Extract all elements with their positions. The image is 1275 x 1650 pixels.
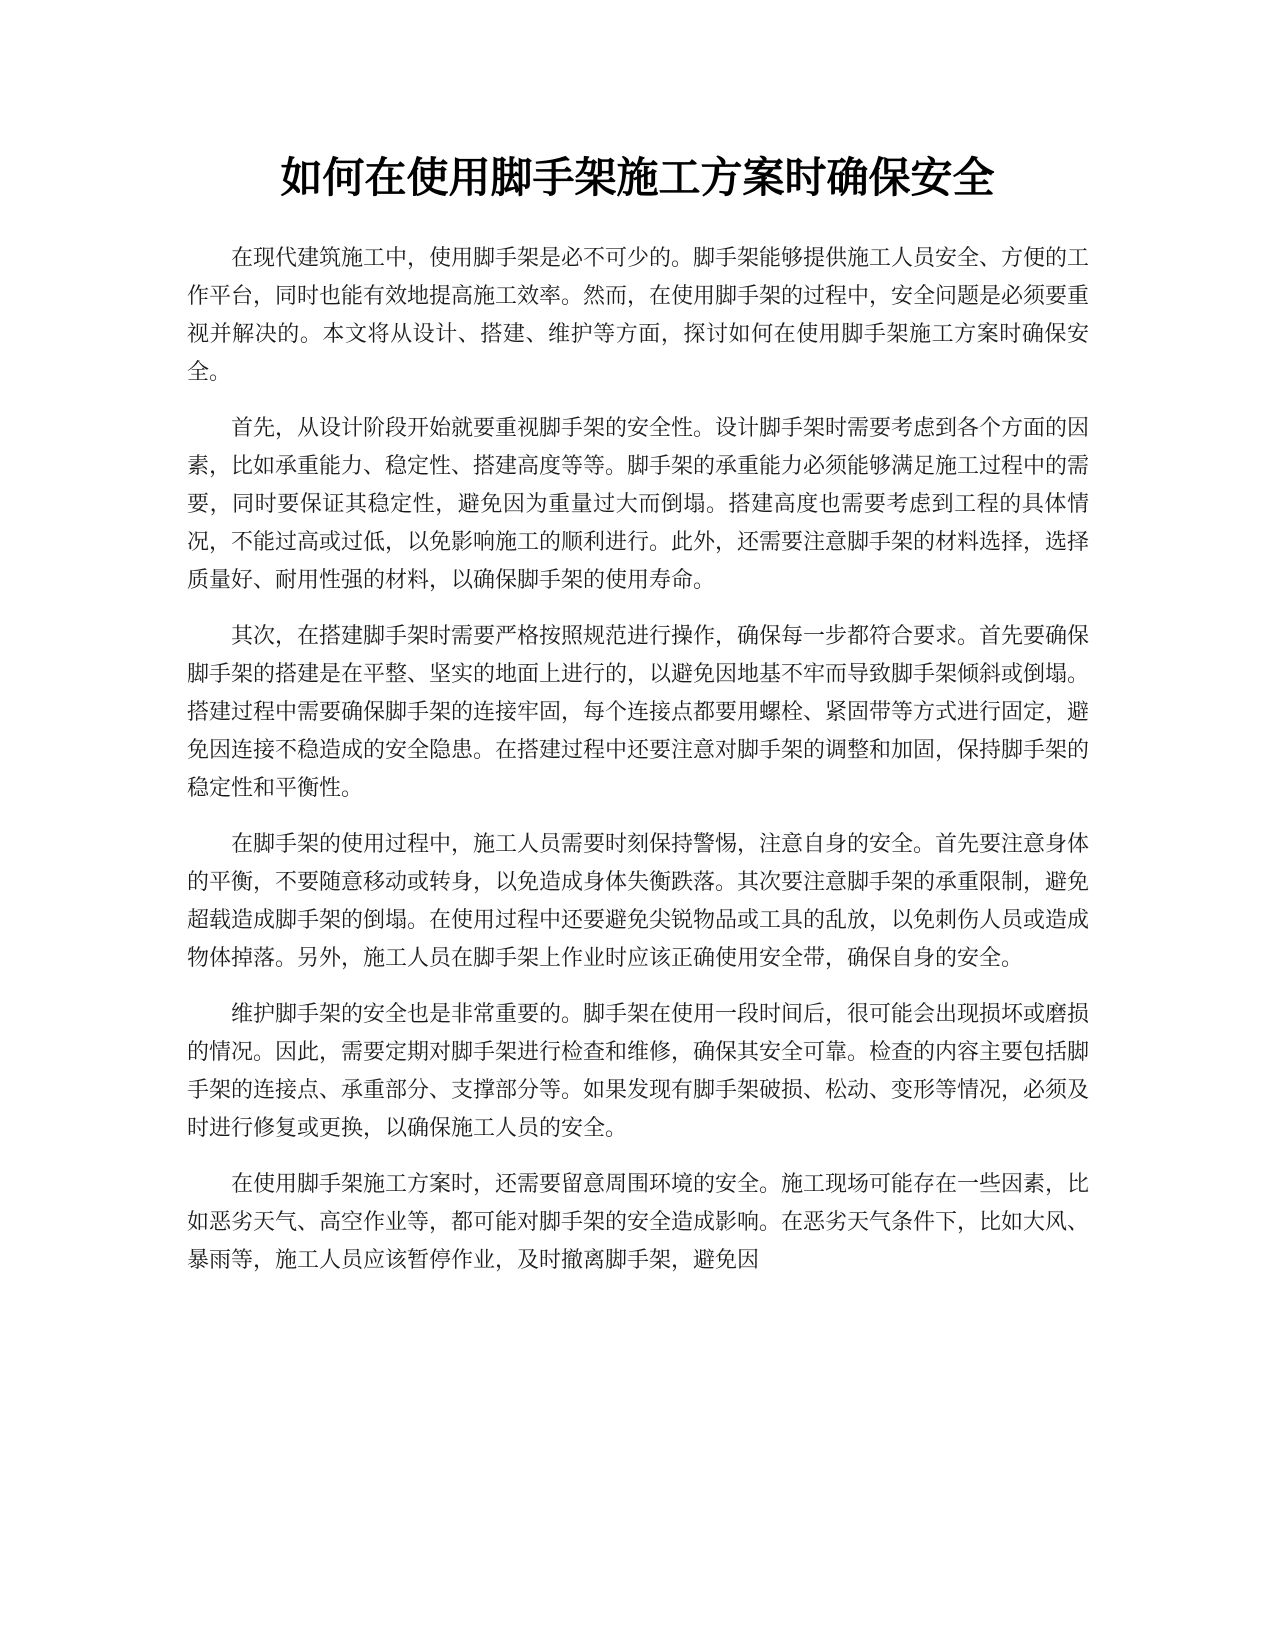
paragraph-construction: 其次，在搭建脚手架时需要严格按照规范进行操作，确保每一步都符合要求。首先要确保脚手架的搭建是在平整、坚实的地面上进行的，以避免因地基不牢而导致脚手架倾斜或倒塌。搭建过程中需要确保脚手架的连接牢固，每个连接点都要用螺栓、紧固带等方式进行固定，避免因连接不稳造成的安全隐患。在搭建过程中还要注意对脚手架的调整和加固，保持脚手架的稳定性和平衡性。 bbox=[187, 624, 1090, 801]
paragraph-intro: 在现代建筑施工中，使用脚手架是必不可少的。脚手架能够提供施工人员安全、方便的工作平台，同时也能有效地提高施工效率。然而，在使用脚手架的过程中，安全问题是必须要重视并解决的。本文将从设计、搭建、维护等方面，探讨如何在使用脚手架施工方案时确保安全。 bbox=[187, 246, 1090, 385]
paragraph-environment: 在使用脚手架施工方案时，还需要留意周围环境的安全。施工现场可能存在一些因素，比如恶劣天气、高空作业等，都可能对脚手架的安全造成影响。在恶劣天气条件下，比如大风、暴雨等，施工人员应该暂停作业，及时撤离脚手架，避免因 bbox=[187, 1172, 1090, 1273]
paragraph-usage: 在脚手架的使用过程中，施工人员需要时刻保持警惕，注意自身的安全。首先要注意身体的平衡，不要随意移动或转身，以免造成身体失衡跌落。其次要注意脚手架的承重限制，避免超载造成脚手架的倒塌。在使用过程中还要避免尖锐物品或工具的乱放，以免刺伤人员或造成物体掉落。另外，施工人员在脚手架上作业时应该正确使用安全带，确保自身的安全。 bbox=[187, 832, 1090, 971]
paragraph-design: 首先，从设计阶段开始就要重视脚手架的安全性。设计脚手架时需要考虑到各个方面的因素，比如承重能力、稳定性、搭建高度等等。脚手架的承重能力必须能够满足施工过程中的需要，同时要保证其稳定性，避免因为重量过大而倒塌。搭建高度也需要考虑到工程的具体情况，不能过高或过低，以免影响施工的顺利进行。此外，还需要注意脚手架的材料选择，选择质量好、耐用性强的材料，以确保脚手架的使用寿命。 bbox=[187, 416, 1090, 593]
paragraph-maintenance: 维护脚手架的安全也是非常重要的。脚手架在使用一段时间后，很可能会出现损坏或磨损的情况。因此，需要定期对脚手架进行检查和维修，确保其安全可靠。检查的内容主要包括脚手架的连接点、承重部分、支撑部分等。如果发现有脚手架破损、松动、变形等情况，必须及时进行修复或更换，以确保施工人员的安全。 bbox=[187, 1002, 1090, 1141]
document-body bbox=[187, 240, 1089, 1298]
page-title: 如何在使用脚手架施工方案时确保安全 bbox=[280, 153, 995, 202]
